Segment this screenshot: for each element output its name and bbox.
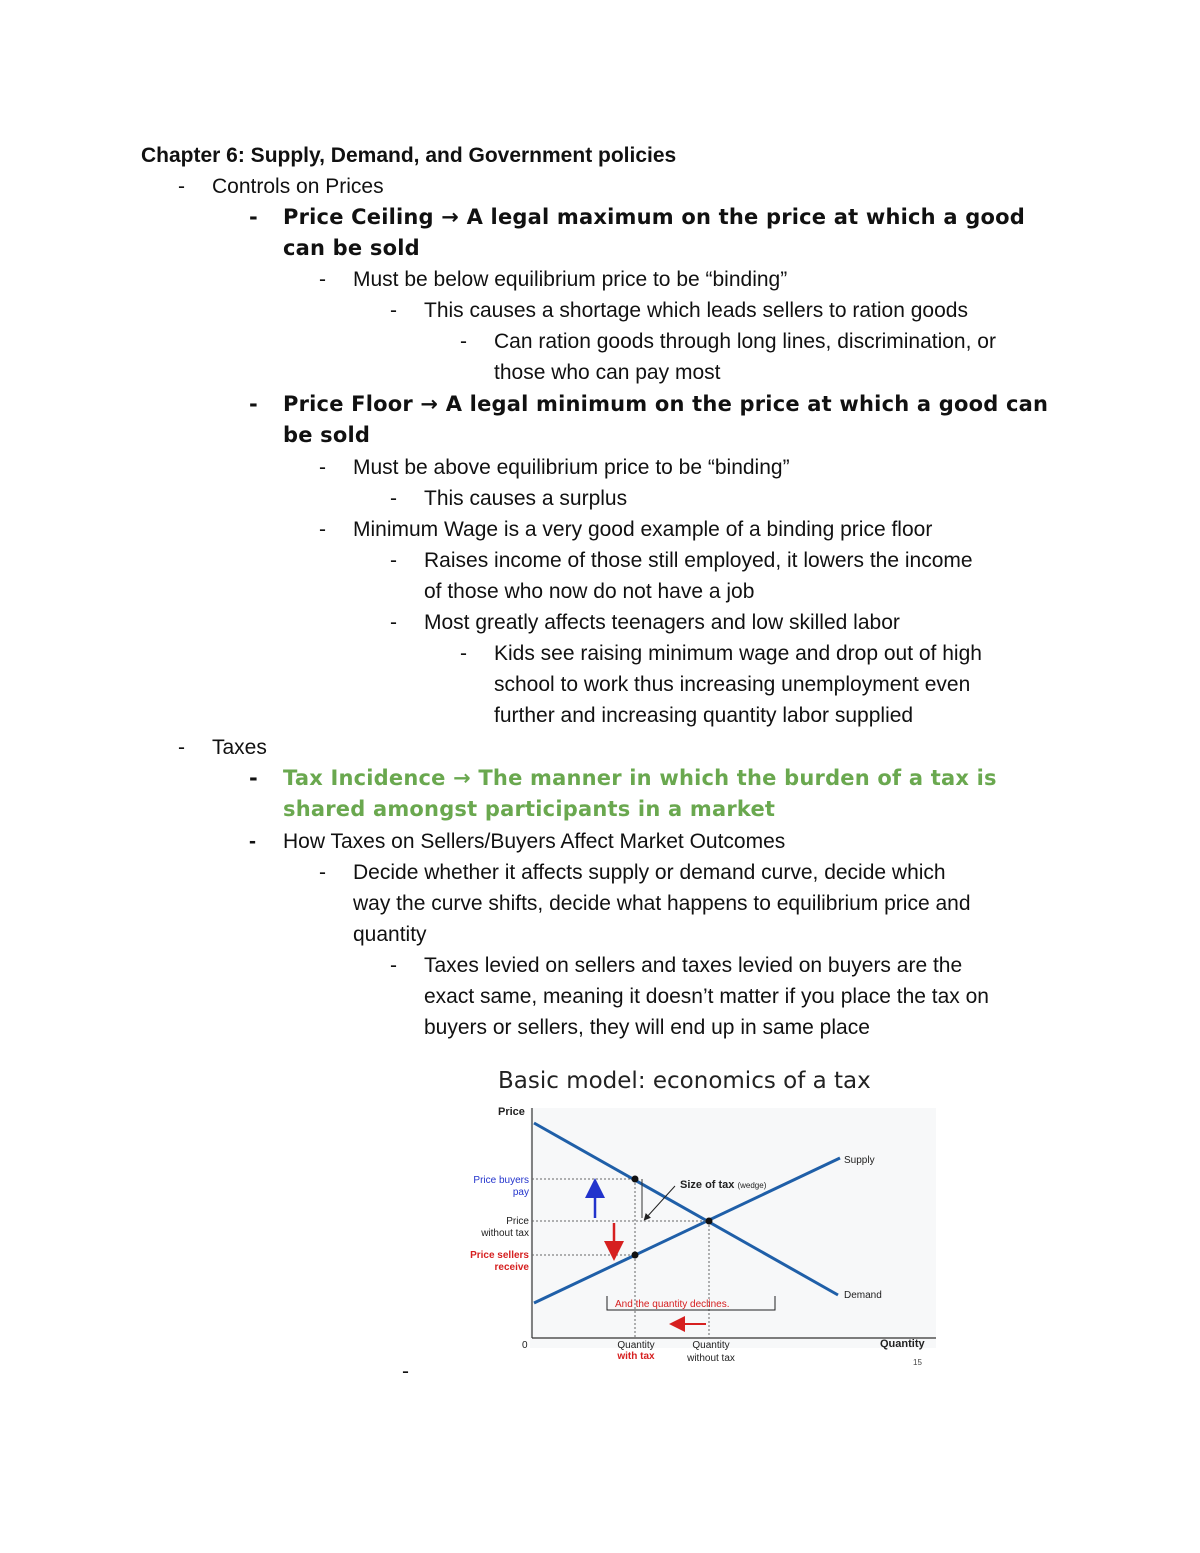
buyers-pay-label-2: pay <box>512 1187 529 1198</box>
price-no-tax-label-1: Price <box>506 1216 529 1227</box>
tax-diagram <box>470 1068 950 1368</box>
list-item-cont <box>353 919 427 950</box>
sellers-price-point <box>632 1252 639 1259</box>
list-text: Decide whether it affects supply or demand curve, decide which <box>353 861 946 884</box>
list-item: - Decide whether it affects supply or demand curve, decide which <box>319 861 946 884</box>
list-text: Most greatly affects teenagers and low skilled labor <box>424 611 900 634</box>
list-text: buyers or sellers, they will end up in same place <box>424 1016 870 1039</box>
list-item-cont <box>424 981 989 1012</box>
list-text: exact same, meaning it doesn’t matter if you place the tax on <box>424 985 989 1008</box>
list-text: of those who now do not have a job <box>424 580 755 603</box>
list-item: - Price Floor → A legal minimum on the price at which a good can <box>249 392 1049 416</box>
list-item-cont <box>424 1012 870 1043</box>
list-item: - Minimum Wage is a very good example of a binding price floor <box>319 518 933 541</box>
list-text: Raises income of those still employed, it lowers the income <box>424 549 973 572</box>
q-no-tax-label-2: without tax <box>687 1353 735 1364</box>
demand-label: Demand <box>844 1290 882 1301</box>
buyers-price-point <box>632 1176 639 1183</box>
figure-title: Basic model: economics of a tax <box>498 1068 871 1094</box>
section-heading-controls: Controls on Prices <box>212 175 384 198</box>
list-item: - Must be above equilibrium price to be “binding” <box>319 456 790 479</box>
list-text: Minimum Wage is a very good example of a binding price floor <box>353 518 933 541</box>
term-continuation: shared amongst participants in a market <box>283 797 776 821</box>
list-item: - Kids see raising minimum wage and drop out of high <box>460 642 982 665</box>
supply-label: Supply <box>844 1155 875 1166</box>
list-item: - Tax Incidence → The manner in which the burden of a tax is <box>249 766 997 790</box>
list-text: How Taxes on Sellers/Buyers Affect Market Outcomes <box>283 830 786 853</box>
list-item-cont <box>353 888 971 919</box>
term-continuation: be sold <box>283 423 371 447</box>
list-item-cont <box>283 233 420 264</box>
list-item-cont <box>283 420 370 451</box>
list-text: This causes a shortage which leads sellers to ration goods <box>424 299 968 322</box>
declines-label: And the quantity declines. <box>615 1299 730 1310</box>
list-item-cont <box>494 700 913 731</box>
list-item-cont <box>494 357 720 388</box>
x-axis-label: Quantity <box>880 1338 925 1350</box>
list-item: - Controls on Prices <box>178 175 384 198</box>
list-item: - This causes a surplus <box>390 487 628 510</box>
q-no-tax-label-1: Quantity <box>692 1340 730 1351</box>
term-price-floor: Price Floor → A legal minimum on the price at which a good can <box>283 392 1049 416</box>
list-text: way the curve shifts, decide what happens to equilibrium price and <box>353 892 971 915</box>
list-item-cont <box>424 576 754 607</box>
list-text: Taxes levied on sellers and taxes levied on buyers are the <box>424 954 963 977</box>
page-title: Chapter 6: Supply, Demand, and Government policies <box>141 144 677 167</box>
list-text: Kids see raising minimum wage and drop out of high <box>494 642 982 665</box>
sellers-receive-label-2: receive <box>494 1262 529 1273</box>
list-item: - Can ration goods through long lines, discrimination, or <box>460 330 996 353</box>
list-text: school to work thus increasing unemployment even <box>494 673 971 696</box>
trailing-list-dash: - <box>402 1360 409 1383</box>
section-heading-taxes: Taxes <box>212 736 267 759</box>
sellers-receive-label-1: Price sellers <box>470 1250 529 1261</box>
list-text: Must be above equilibrium price to be “binding” <box>353 456 790 479</box>
y-axis-label: Price <box>498 1106 525 1118</box>
list-text: those who can pay most <box>494 361 721 384</box>
list-item: - This causes a shortage which leads sellers to ration goods <box>390 299 968 322</box>
list-item: - Price Ceiling → A legal maximum on the price at which a good <box>249 205 1025 229</box>
list-text: Can ration goods through long lines, discrimination, or <box>494 330 996 353</box>
list-text: quantity <box>353 923 427 946</box>
tax-wedge-label: Size of tax (wedge) <box>680 1179 767 1191</box>
q-with-tax-label-2: with tax <box>617 1351 655 1362</box>
equilibrium-point <box>706 1218 713 1225</box>
list-item: - Taxes levied on sellers and taxes levied on buyers are the <box>390 954 963 977</box>
plot-background <box>530 1108 936 1348</box>
term-price-ceiling: Price Ceiling → A legal maximum on the price at which a good <box>283 205 1025 229</box>
list-text: Must be below equilibrium price to be “binding” <box>353 268 788 291</box>
term-continuation: can be sold <box>283 236 420 260</box>
list-item: - Taxes <box>178 736 267 759</box>
price-no-tax-label-2: without tax <box>481 1228 529 1239</box>
slide-page-number: 15 <box>913 1358 922 1367</box>
list-item: - Most greatly affects teenagers and low skilled labor <box>390 611 900 634</box>
origin-label: 0 <box>522 1340 528 1351</box>
list-text: further and increasing quantity labor supplied <box>494 704 914 727</box>
list-item: - How Taxes on Sellers/Buyers Affect Market Outcomes <box>249 830 786 853</box>
tax-diagram-figure <box>470 1068 950 1368</box>
buyers-pay-label-1: Price buyers <box>473 1175 529 1186</box>
list-item: - Must be below equilibrium price to be “binding” <box>319 268 788 291</box>
list-item: - Raises income of those still employed, it lowers the income <box>390 549 973 572</box>
list-text: This causes a surplus <box>424 487 628 510</box>
q-with-tax-label-1: Quantity <box>617 1340 655 1351</box>
list-item-cont <box>283 794 775 825</box>
list-item-cont <box>494 669 970 700</box>
term-tax-incidence: Tax Incidence → The manner in which the burden of a tax is <box>283 766 997 790</box>
